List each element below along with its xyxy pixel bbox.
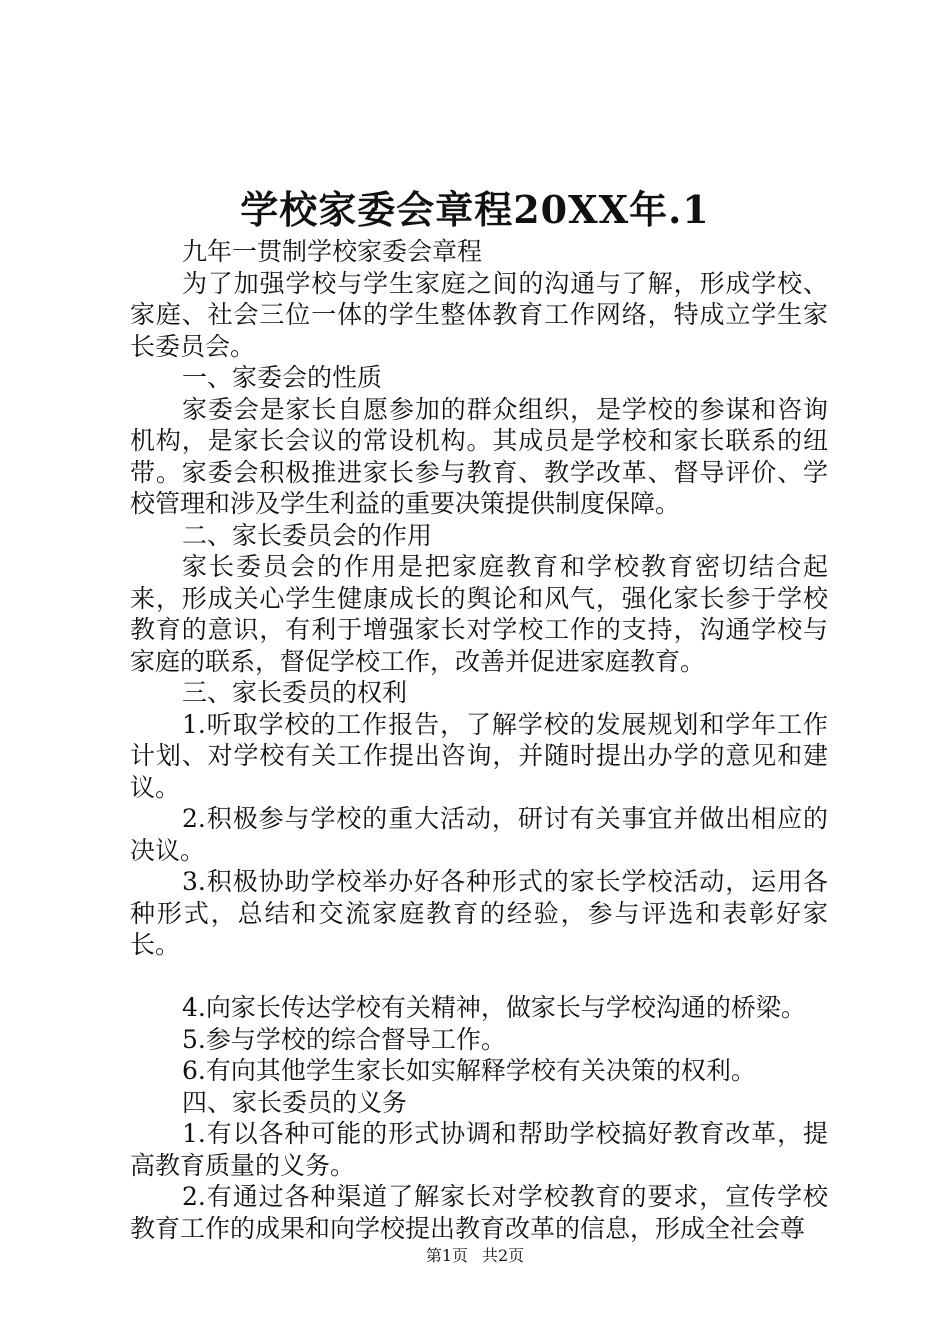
- list-item: 5.参与学校的综合督导工作。: [182, 1024, 506, 1054]
- document-body: [130, 236, 828, 1244]
- list-item: 1.听取学校的工作报告，了解学校的发展规划和学年工作计划、对学校有关工作提出咨询，并随时提出办学的意见和建议。: [130, 709, 828, 802]
- paragraph: 家委会是家长自愿参加的群众组织，是学校的参谋和咨询机构，是家长会议的常设机构。其成员是学校和家长联系的纽带。家委会积极推进家长参与教育、教学改革、督导评价、学校管理和涉及学生利益的重要决策提供制度保障。: [130, 394, 828, 518]
- paragraph: 九年一贯制学校家委会章程: [182, 237, 483, 266]
- page-number: 第1页: [425, 1246, 468, 1265]
- section-heading: 二、家长委员会的作用: [182, 520, 433, 550]
- list-item: 2.积极参与学校的重大活动，研讨有关事宜并做出相应的决议。: [130, 804, 828, 865]
- list-item: 2.有通过各种渠道了解家长对学校教育的要求，宣传学校教育工作的成果和向学校提出教育改革的信息，形成全社会尊: [130, 1182, 828, 1243]
- list-item: 4.向家长传达学校有关精神，做家长与学校沟通的桥梁。: [182, 993, 806, 1022]
- section-heading: 四、家长委员的义务: [182, 1087, 408, 1117]
- list-item: 6.有向其他学生家长如实解释学校有关决策的权利。: [182, 1056, 756, 1085]
- page-footer: [0, 1246, 950, 1266]
- paragraph: 家长委员会的作用是把家庭教育和学校教育密切结合起来，形成关心学生健康成长的舆论和风气，强化家长参于学校教育的意识，有利于增强家长对学校工作的支持，沟通学校与家庭的联系，督促学校工作，改善并促进家庭教育。: [130, 552, 828, 676]
- list-item: 1.有以各种可能的形式协调和帮助学校搞好教育改革，提高教育质量的义务。: [130, 1119, 828, 1180]
- document-title: 学校家委会章程20XX年.1: [240, 187, 710, 232]
- paragraph: 为了加强学校与学生家庭之间的沟通与了解，形成学校、家庭、社会三位一体的学生整体教育工作网络，特成立学生家长委员会。: [130, 268, 828, 361]
- section-heading: 一、家委会的性质: [182, 363, 383, 392]
- section-heading: 三、家长委员的权利: [182, 678, 408, 707]
- page-total: 共2页: [482, 1246, 525, 1265]
- list-item: 3.积极协助学校举办好各种形式的家长学校活动，运用各种形式，总结和交流家庭教育的经验，参与评选和表彰好家长。: [130, 867, 828, 959]
